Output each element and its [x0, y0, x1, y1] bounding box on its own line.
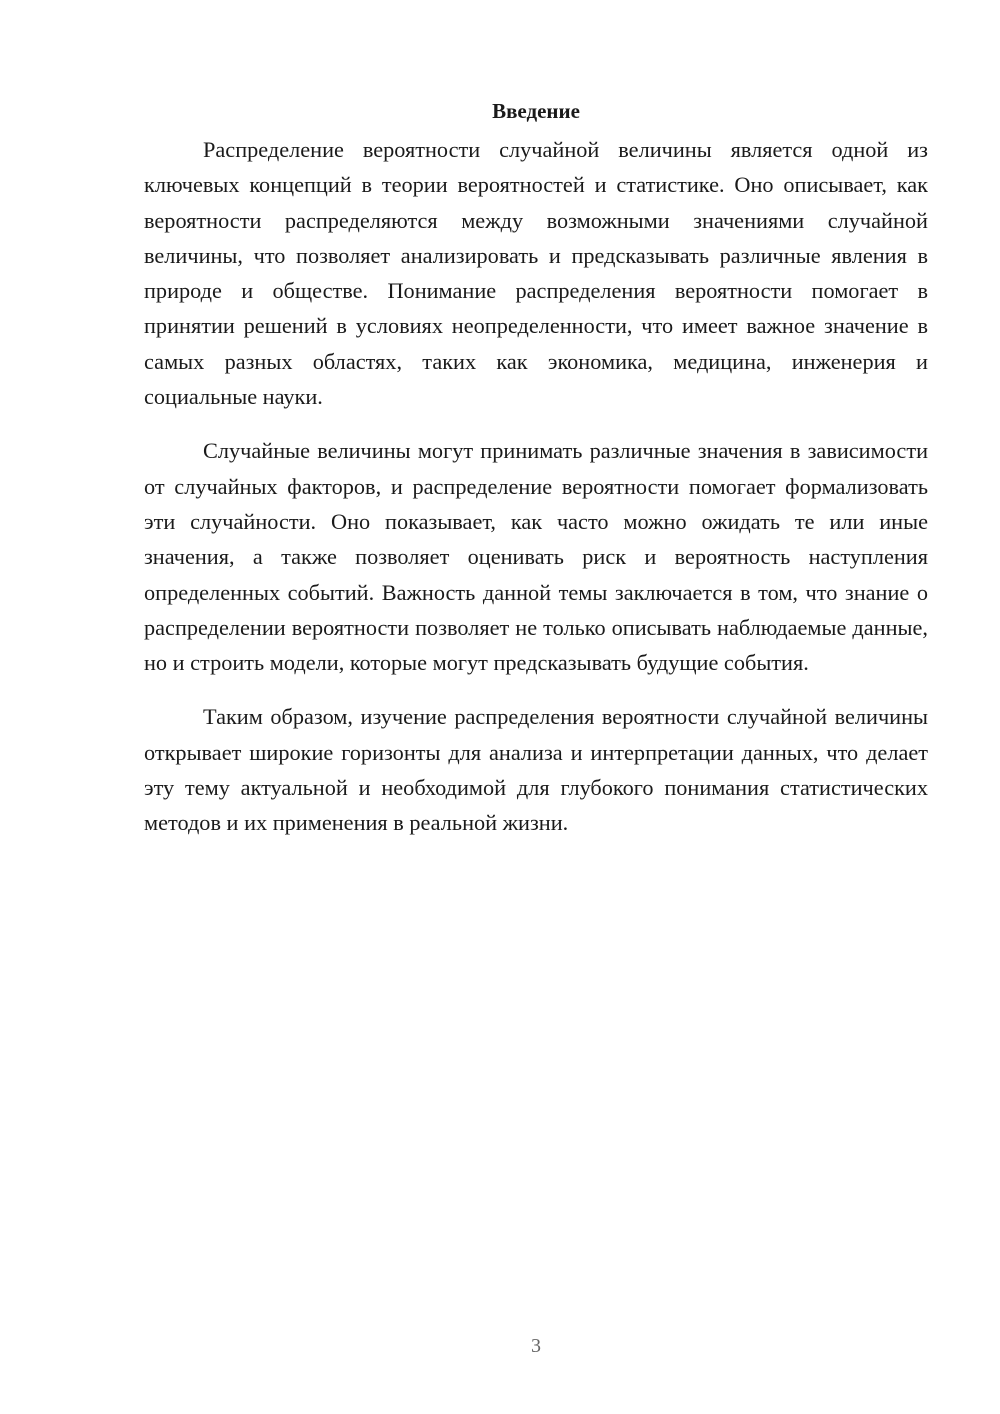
paragraph-2: Случайные величины могут принимать различные значения в зависимости от случайных факторов, и распределение вероятности помогает формализовать эти случайности. Оно показывает, как часто можно ожидать те или иные значения, а также позволяет оценивать риск и вероятность наступления определенных событий. Важность данной темы заключается в том, что знание о распределении вероятности позволяет не только описывать наблюдаемые данные, но и строить модели, которые могут предсказывать будущие события. [144, 438, 928, 676]
paragraph-3: Таким образом, изучение распределения вероятности случайной величины открывает широкие горизонты для анализа и интерпретации данных, что делает эту тему актуальной и необходимой для глубокого понимания статистических методов и их применения в реальной жизни. [144, 704, 928, 836]
page-number: 3 [531, 1335, 541, 1357]
section-title: Введение [492, 99, 580, 123]
paragraph-1: Распределение вероятности случайной величины является одной из ключевых концепций в теории вероятностей и статистике. Оно описывает, как вероятности распределяются между возможными значениями случайной величины, что позволяет анализировать и предсказывать различные явления в природе и обществе. Понимание распределения вероятности помогает в принятии решений в условиях неопределенности, что имеет важное значение в самых разных областях, таких как экономика, медицина, инженерия и социальные науки. [144, 137, 928, 410]
page-content [144, 96, 928, 860]
